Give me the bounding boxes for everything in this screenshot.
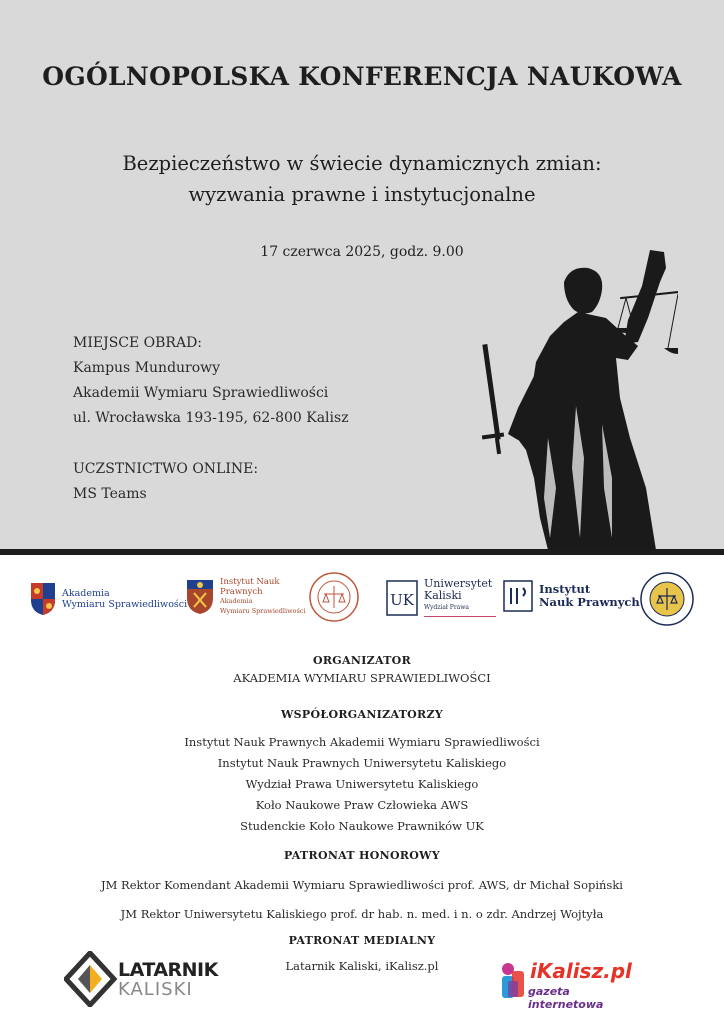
- inp-aws-line: Prawnych: [220, 586, 263, 597]
- subtitle-line-2: wyzwania prawne i instytucjonalne: [188, 183, 536, 206]
- inp-uk-emblem-icon: [503, 580, 533, 612]
- organizers-section: [0, 654, 724, 973]
- ikalisz-logo: [498, 957, 648, 1011]
- coorganizer-item: Instytut Nauk Prawnych Uniwersytetu Kaliskiego: [217, 756, 507, 770]
- uk-logo: [386, 578, 496, 617]
- honorary-patron: JM Rektor Komendant Akademii Wymiaru Sprawiedliwości prof. AWS, dr Michał Sopiński: [101, 878, 623, 892]
- honorary-heading: PATRONAT HONOROWY: [284, 849, 440, 862]
- inp-uk-logo: [503, 580, 640, 612]
- inp-aws-line: Instytut Nauk: [220, 577, 280, 587]
- latarnik-top: LATARNIK: [118, 959, 218, 981]
- inp-aws-logo: [186, 578, 306, 616]
- inp-aws-line: Wymiaru Sprawiedliwości: [220, 606, 306, 615]
- venue-line: Akademii Wymiaru Sprawiedliwości: [73, 385, 329, 401]
- media-patrons: Latarnik Kaliski, iKalisz.pl: [285, 959, 439, 973]
- inp-uk-line: Instytut: [539, 582, 591, 596]
- organizer-name: AKADEMIA WYMIARU SPRAWIEDLIWOŚCI: [233, 671, 491, 685]
- media-heading: PATRONAT MEDIALNY: [288, 934, 436, 947]
- honorary-patron: JM Rektor Uniwersytetu Kaliskiego prof. dr hab. n. med. i n. o zdr. Andrzej Wojtyła: [120, 907, 604, 921]
- ikalisz-tagline: gazeta internetowa: [528, 985, 604, 1011]
- inp-aws-line: Akademia: [220, 597, 253, 605]
- svg-text:UK: UK: [390, 590, 414, 609]
- seal-icon: [640, 572, 694, 626]
- aws-shield-icon: [30, 582, 56, 616]
- subtitle-line-1: Bezpieczeństwo w świecie dynamicznych zmian:: [122, 152, 602, 175]
- coorganizer-item: Wydział Prawa Uniwersytetu Kaliskiego: [245, 777, 479, 791]
- partner-logos: [0, 568, 724, 632]
- online-platform: MS Teams: [73, 486, 147, 502]
- coorganizer-item: Koło Naukowe Praw Człowieka AWS: [255, 798, 469, 812]
- inp-uk-line: Nauk Prawnych: [539, 595, 640, 609]
- latarnik-bottom: KALISKI: [118, 979, 193, 1000]
- inp-aws-shield-icon: [186, 579, 214, 615]
- latarnik-kaliski-logo: [64, 951, 218, 1007]
- page-title: OGÓLNOPOLSKA KONFERENCJA NAUKOWA: [42, 62, 682, 91]
- conference-date: 17 czerwca 2025, godz. 9.00: [260, 244, 464, 260]
- uk-logo-line: Kaliski: [424, 589, 462, 602]
- aws-logo-line: Wymiaru Sprawiedliwości: [62, 599, 188, 610]
- ikalisz-figure-icon: [498, 961, 530, 1001]
- uk-emblem-icon: [386, 580, 418, 616]
- sknp-uk-seal: [640, 572, 694, 626]
- aws-logo-line: Akademia: [62, 588, 110, 599]
- venue-info: [73, 331, 349, 507]
- aws-logo: [30, 582, 187, 616]
- uk-logo-line: Wydział Prawa: [424, 604, 469, 611]
- organizer-heading: ORGANIZATOR: [312, 654, 412, 667]
- venue-line: ul. Wrocławska 193-195, 62-800 Kalisz: [73, 410, 349, 426]
- coorganizer-item: Studenckie Koło Naukowe Prawników UK: [240, 819, 484, 833]
- venue-line: Kampus Mundurowy: [73, 360, 221, 376]
- uk-logo-line: Uniwersytet: [424, 577, 493, 590]
- online-heading: UCZSTNICTWO ONLINE:: [73, 461, 259, 477]
- venue-heading: MIEJSCE OBRAD:: [73, 335, 203, 351]
- conference-subtitle: [0, 148, 724, 210]
- lady-justice-icon: [478, 238, 678, 550]
- ikalisz-name: iKalisz.pl: [530, 959, 632, 983]
- seal-icon: [309, 572, 359, 622]
- coorganizers-heading: WSPÓŁORGANIZATORZY: [281, 708, 443, 721]
- kolo-praw-czlowieka-seal: [309, 572, 359, 622]
- coorganizer-item: Instytut Nauk Prawnych Akademii Wymiaru Sprawiedliwości: [184, 735, 540, 749]
